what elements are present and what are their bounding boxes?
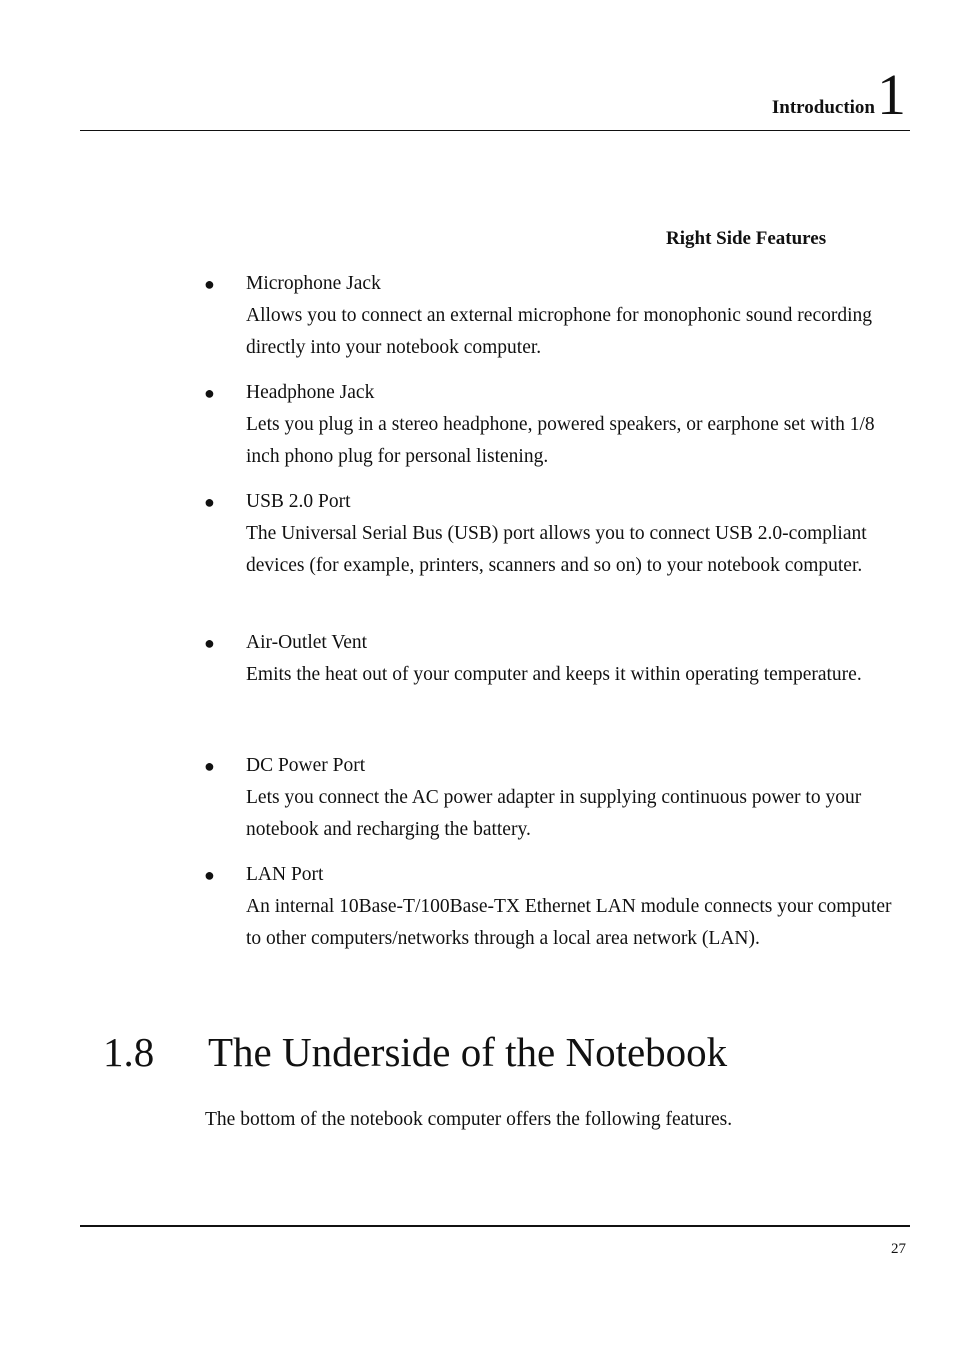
bullet-icon: ●: [204, 274, 215, 294]
feature-item: [204, 750, 910, 846]
feature-title: Headphone Jack: [246, 382, 375, 403]
header-divider: [80, 130, 910, 131]
section-heading: [103, 1024, 727, 1080]
chapter-header: [771, 62, 906, 127]
chapter-number: 1: [877, 62, 906, 127]
feature-item: [204, 859, 910, 955]
section-intro: The bottom of the notebook computer offers the following features.: [205, 1109, 733, 1130]
feature-description: An internal 10Base-T/100Base-TX Ethernet LAN module connects your computer to other computers/networks through a local area network (LAN).: [246, 896, 892, 949]
bullet-icon: ●: [204, 383, 215, 403]
chapter-title: Introduction: [771, 97, 875, 118]
section-number: 1.8: [103, 1029, 155, 1075]
section-title: The Underside of the Notebook: [208, 1029, 728, 1075]
feature-item: [204, 486, 910, 582]
bullet-icon: ●: [204, 865, 215, 885]
feature-title: USB 2.0 Port: [246, 491, 351, 512]
feature-title: DC Power Port: [246, 755, 366, 776]
bullet-icon: ●: [204, 756, 215, 776]
page-number: 27: [891, 1241, 906, 1257]
feature-item: [204, 377, 910, 473]
feature-item: [204, 268, 910, 364]
feature-description: Emits the heat out of your computer and keeps it within operating temperature.: [246, 664, 862, 685]
bullet-icon: ●: [204, 492, 215, 512]
feature-description: Allows you to connect an external microphone for monophonic sound recording directly into your notebook computer.: [246, 305, 873, 358]
feature-description: Lets you connect the AC power adapter in supplying continuous power to your notebook and recharging the battery.: [246, 787, 862, 840]
feature-description: The Universal Serial Bus (USB) port allows you to connect USB 2.0-compliant devices (for example, printers, scanners and so on) to your notebook computer.: [246, 523, 867, 576]
feature-title: Microphone Jack: [246, 273, 381, 294]
feature-item: [204, 627, 910, 691]
feature-title: LAN Port: [246, 864, 324, 885]
feature-description: Lets you plug in a stereo headphone, powered speakers, or earphone set with 1/8 inch phono plug for personal listening.: [246, 414, 875, 467]
subsection-title: Right Side Features: [666, 228, 827, 249]
bullet-icon: ●: [204, 633, 215, 653]
footer-divider: [80, 1225, 910, 1227]
feature-title: Air-Outlet Vent: [246, 632, 368, 653]
